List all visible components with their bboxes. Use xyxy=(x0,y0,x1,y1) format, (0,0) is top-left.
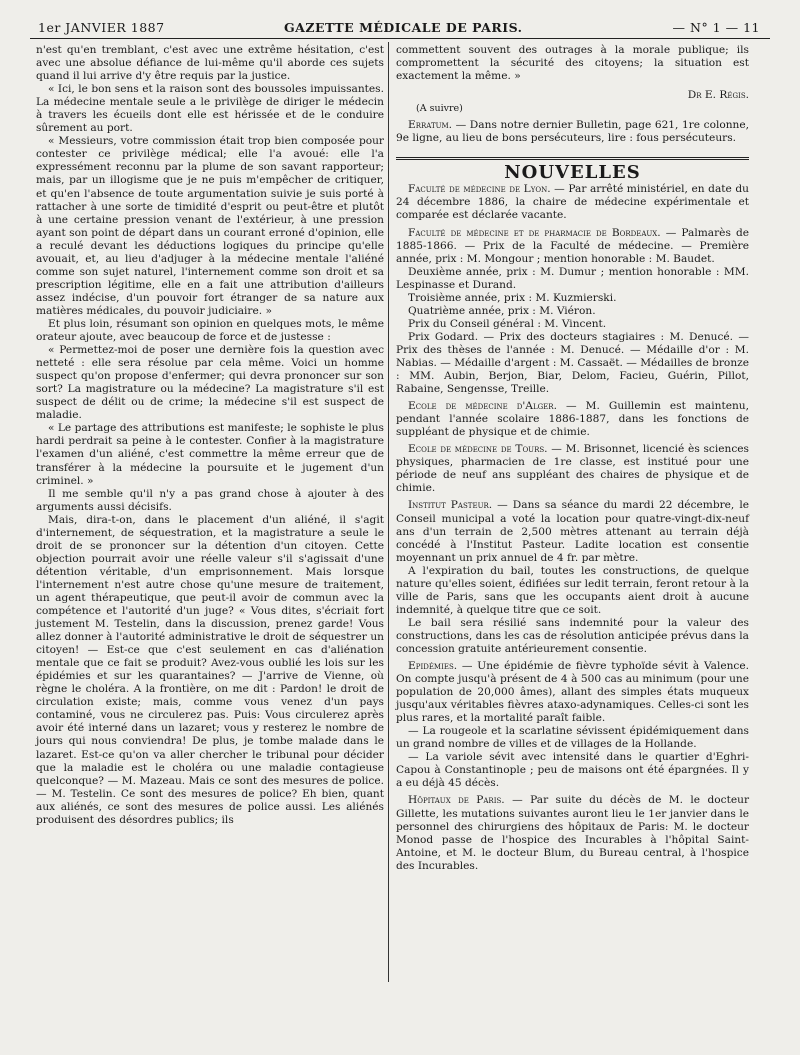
page-header xyxy=(38,14,760,36)
header-title: GAZETTE MÉDICALE DE PARIS. xyxy=(284,20,523,35)
news-label: Hôpitaux de Paris. xyxy=(408,794,505,807)
news-text: Prix Godard. — Prix des docteurs stagiaires : M. Denucé. — Prix des thèses de l'année : M. Denucé. — Médaille d'or : M. Nabias. — Médaille d'argent : M. Cassaët. — Médailles de bronze : MM. Aubin, Berjon, Biar, Delom, Facieu, Guérin, Pillot, Rabaine, Sengensse, Treille. xyxy=(396,330,749,396)
news-text: Prix du Conseil général : M. Vincent. xyxy=(408,317,607,330)
news-item xyxy=(396,292,749,305)
news-text: — La variole sévit avec intensité dans le quartier d'Eghri-Capou à Constantinople ; peu de maisons ont été épargnées. Il y a eu déjà 45 décès. xyxy=(396,751,749,790)
section-title: NOUVELLES xyxy=(504,162,641,184)
news-label: Faculté de médecine de Lyon. xyxy=(408,183,551,196)
news-item xyxy=(396,499,749,564)
paragraph: « Ici, le bon sens et la raison sont des boussoles impuissantes. La médecine mentale seule a le privilège de diriger le médecin à travers les écueils dont elle est hérissée et de le conduire sûrement au port. xyxy=(36,83,384,135)
paragraph: Et plus loin, résumant son opinion en quelques mots, le même orateur ajoute, avec beaucoup de force et de justesse : xyxy=(36,317,384,344)
news-item xyxy=(396,183,749,222)
news-item xyxy=(396,318,749,331)
news-label: Ecole de médecine de Tours. xyxy=(408,443,548,456)
news-item xyxy=(396,617,749,656)
section-divider xyxy=(396,157,749,160)
column-separator xyxy=(388,42,389,982)
news-item xyxy=(396,751,749,790)
news-text: A l'expiration du bail, toutes les constructions, de quelque nature qu'elles soient, édifiées sur ledit terrain, feront retour à la ville de Paris, sans que les occupants aient droit à aucune indemnité, à quelque titre que ce soit. xyxy=(396,564,749,616)
paragraph: « Permettez-moi de poser une dernière fois la question avec netteté : elle sera résolue par cela même. Voici un homme suspect qu'on propose d'enfermer; qui devra prononcer sur son sort? La magistrature ou la médecine? La magistrature s'il est suspect de délit ou de crime; la médecine s'il est suspect de maladie. xyxy=(36,344,384,422)
news-item xyxy=(396,725,749,751)
news-text: — Dans sa séance du mardi 22 décembre, le Conseil municipal a voté la location pour quatre-vingt-dix-neuf ans d'un terrain de 2,500 mètres attenant au terrain déjà concédé à l'Institut Pasteur. Ladite location est consentie moyennant un prix annuel de 4 fr. par mètre. xyxy=(396,499,749,564)
news-item xyxy=(396,660,749,725)
to-be-continued: (A suivre) xyxy=(416,103,463,115)
header-issue-number: — N° 1 — 11 xyxy=(672,20,760,35)
news-text: Quatrième année, prix : M. Viéron. xyxy=(408,304,596,317)
news-item xyxy=(396,227,749,266)
paragraph: « Le partage des attributions est manifeste; le sophiste le plus hardi perdrait sa peine à le contester. Confier à la magistrature l'examen d'un aliéné, c'est commettre la même erreur que de transférer à la médecine la poursuite et le jugement d'un criminel. » xyxy=(36,422,384,487)
erratum xyxy=(396,119,749,145)
news-item xyxy=(396,794,749,872)
news-text: — Palmarès de 1885-1866. — Prix de la Faculté de médecine. — Première année, prix : M. Mongour ; mention honorable : M. Baudet. xyxy=(396,226,749,265)
news-text: Deuxième année, prix : M. Dumur ; mention honorable : MM. Lespinasse et Durand. xyxy=(396,265,749,291)
right-column xyxy=(396,44,749,873)
paragraph: Il me semble qu'il n'y a pas grand chose à ajouter à des arguments aussi décisifs. xyxy=(36,487,384,513)
news-text: Le bail sera résilié sans indemnité pour la valeur des constructions, dans les cas de résolution anticipée prévus dans la concession gratuite antérieurement consentie. xyxy=(396,616,749,655)
news-item xyxy=(396,331,749,396)
news-item xyxy=(396,400,749,439)
news-label: Epidémies. xyxy=(408,660,458,673)
paragraph: n'est qu'en tremblant, c'est avec une extrême hésitation, c'est avec une absolue défiance de lui-même qu'il aborde ces sujets quand il lui arrive d'y être requis par la justice. xyxy=(36,44,384,83)
paragraph: « Messieurs, votre commission était trop bien composée pour contester ce privilège médical; elle l'a avoué: elle l'a expressément reconnu par la plume de son savant rapporteur; mais, par un illogisme que je ne puis m'empêcher de critiquer, et qu'en l'absence de toute argumentation suivie je suis porté à rattacher à une sorte de timidité d'esprit ou peut-être et plutôt à une certaine pression venant de l'extérieur, à une pression ayant son point de départ dans un courant erroné d'opinion, elle a reculé devant les déductions logiques du principe qu'elle avouait, et, au lieu d'adjuger à la médecine mentale l'aliéné comme son sujet naturel, l'internement comme son droit et sa prescription légitime, elle en a fait une attribution d'ailleurs assez indécise, d'un pouvoir fort étranger de sa nature aux matières médicales, du pouvoir judiciaire. » xyxy=(36,135,384,317)
news-item xyxy=(396,305,749,318)
news-item xyxy=(396,565,749,617)
author-signature: Dr E. Régis. xyxy=(687,89,749,102)
erratum-text: — Dans notre dernier Bulletin, page 621, 1re colonne, 9e ligne, au lieu de bons persécuteurs, lire : fous persécuteurs. xyxy=(396,119,749,145)
left-column xyxy=(36,44,384,827)
news-label: Institut Pasteur. xyxy=(408,499,493,512)
news-label: Ecole de médecine d'Alger. xyxy=(408,400,557,413)
news-text: — M. Brisonnet, licencié ès sciences physiques, pharmacien de 1re classe, est institué pour une période de neuf ans suppléant des chaires de physique et de chimie. xyxy=(396,443,749,495)
news-label: Faculté de médecine et de pharmacie de Bordeaux. xyxy=(408,226,661,239)
news-text: — M. Guillemin est maintenu, pendant l'année scolaire 1886-1887, dans les fonctions de suppléant de physique et de chimie. xyxy=(396,400,749,439)
erratum-label: Erratum. xyxy=(408,119,453,132)
header-date: 1er JANVIER 1887 xyxy=(38,20,165,35)
paragraph: Mais, dira-t-on, dans le placement d'un aliéné, il s'agit d'internement, de séquestration, et la magistrature a seule le droit de se prononcer sur la détention d'un citoyen. Cette objection pourrait avoir une réelle valeur s'il s'agissait d'une détention véritable, d'un emprisonnement. Mais lorsque l'internement n'est autre chose qu'une mesure de traitement, un agent thérapeutique, que peut-il avoir de commun avec la compétence et l'autorité d'un juge? « Vous dites, s'écriait fort justement M. Testelin, dans la discussion, prenez garde! Vous allez donner à l'autorité administrative le droit de séquestrer un citoyen! — Est-ce que c'est seulement en cas d'aliénation mentale que ce fait se produit? Avez-vous oublié les lois sur les épidémies et sur les quarantaines? — J'arrive de Vienne, où règne le choléra. A la frontière, on me dit : Pardon! le droit de circulation existe; mais, comme vous venez d'un pays contaminé, vous ne circulerez pas. Puis: Vous circulerez après avoir été interné dans un lazaret; vous y resterez le nombre de jours qui nous conviendra! De plus, je tombe malade dans le lazaret. Est-ce qu'on va aller chercher le tribunal pour décider que la maladie est le choléra ou une maladie contagieuse quelconque? — M. Mazeau. Mais ce sont des mesures de police. — M. Testelin. Ce sont des mesures de police? Eh bien, quant aux aliénés, ce sont des mesures de police aussi. Les aliénés produisent des désordres publics; ils xyxy=(36,513,384,826)
header-rule xyxy=(30,38,770,39)
news-item xyxy=(396,266,749,292)
news-text: — La rougeole et la scarlatine sévissent épidémiquement dans un grand nombre de villes et de villages de la Hollande. xyxy=(396,725,749,751)
news-item xyxy=(396,443,749,495)
news-text: — Par arrêté ministériel, en date du 24 décembre 1886, la chaire de médecine expérimentale et comparée est déclarée vacante. xyxy=(396,183,749,222)
paragraph: commettent souvent des outrages à la morale publique; ils compromettent la sécurité des citoyens; la situation est exactement la même. » xyxy=(396,44,749,83)
news-text: — Par suite du décès de M. le docteur Gillette, les mutations suivantes auront lieu le 1er janvier dans le personnel des chirurgiens des hôpitaux de Paris: M. le docteur Monod passe de l'hospice des Incurables à l'hôpital Saint-Antoine, et M. le docteur Blum, du Bureau central, à l'hospice des Incurables. xyxy=(396,794,750,872)
news-text: Troisième année, prix : M. Kuzmierski. xyxy=(408,291,617,304)
news-text: — Une épidémie de fièvre typhoïde sévit à Valence. On compte jusqu'à présent de 4 à 500 cas au minimum (pour une population de 20,000 âmes), allant des simples états muqueux jusqu'aux véritables fièvres ataxo-adynamiques. Celles-ci sont les plus rares, et la mortalité paraît faible. xyxy=(396,660,749,725)
